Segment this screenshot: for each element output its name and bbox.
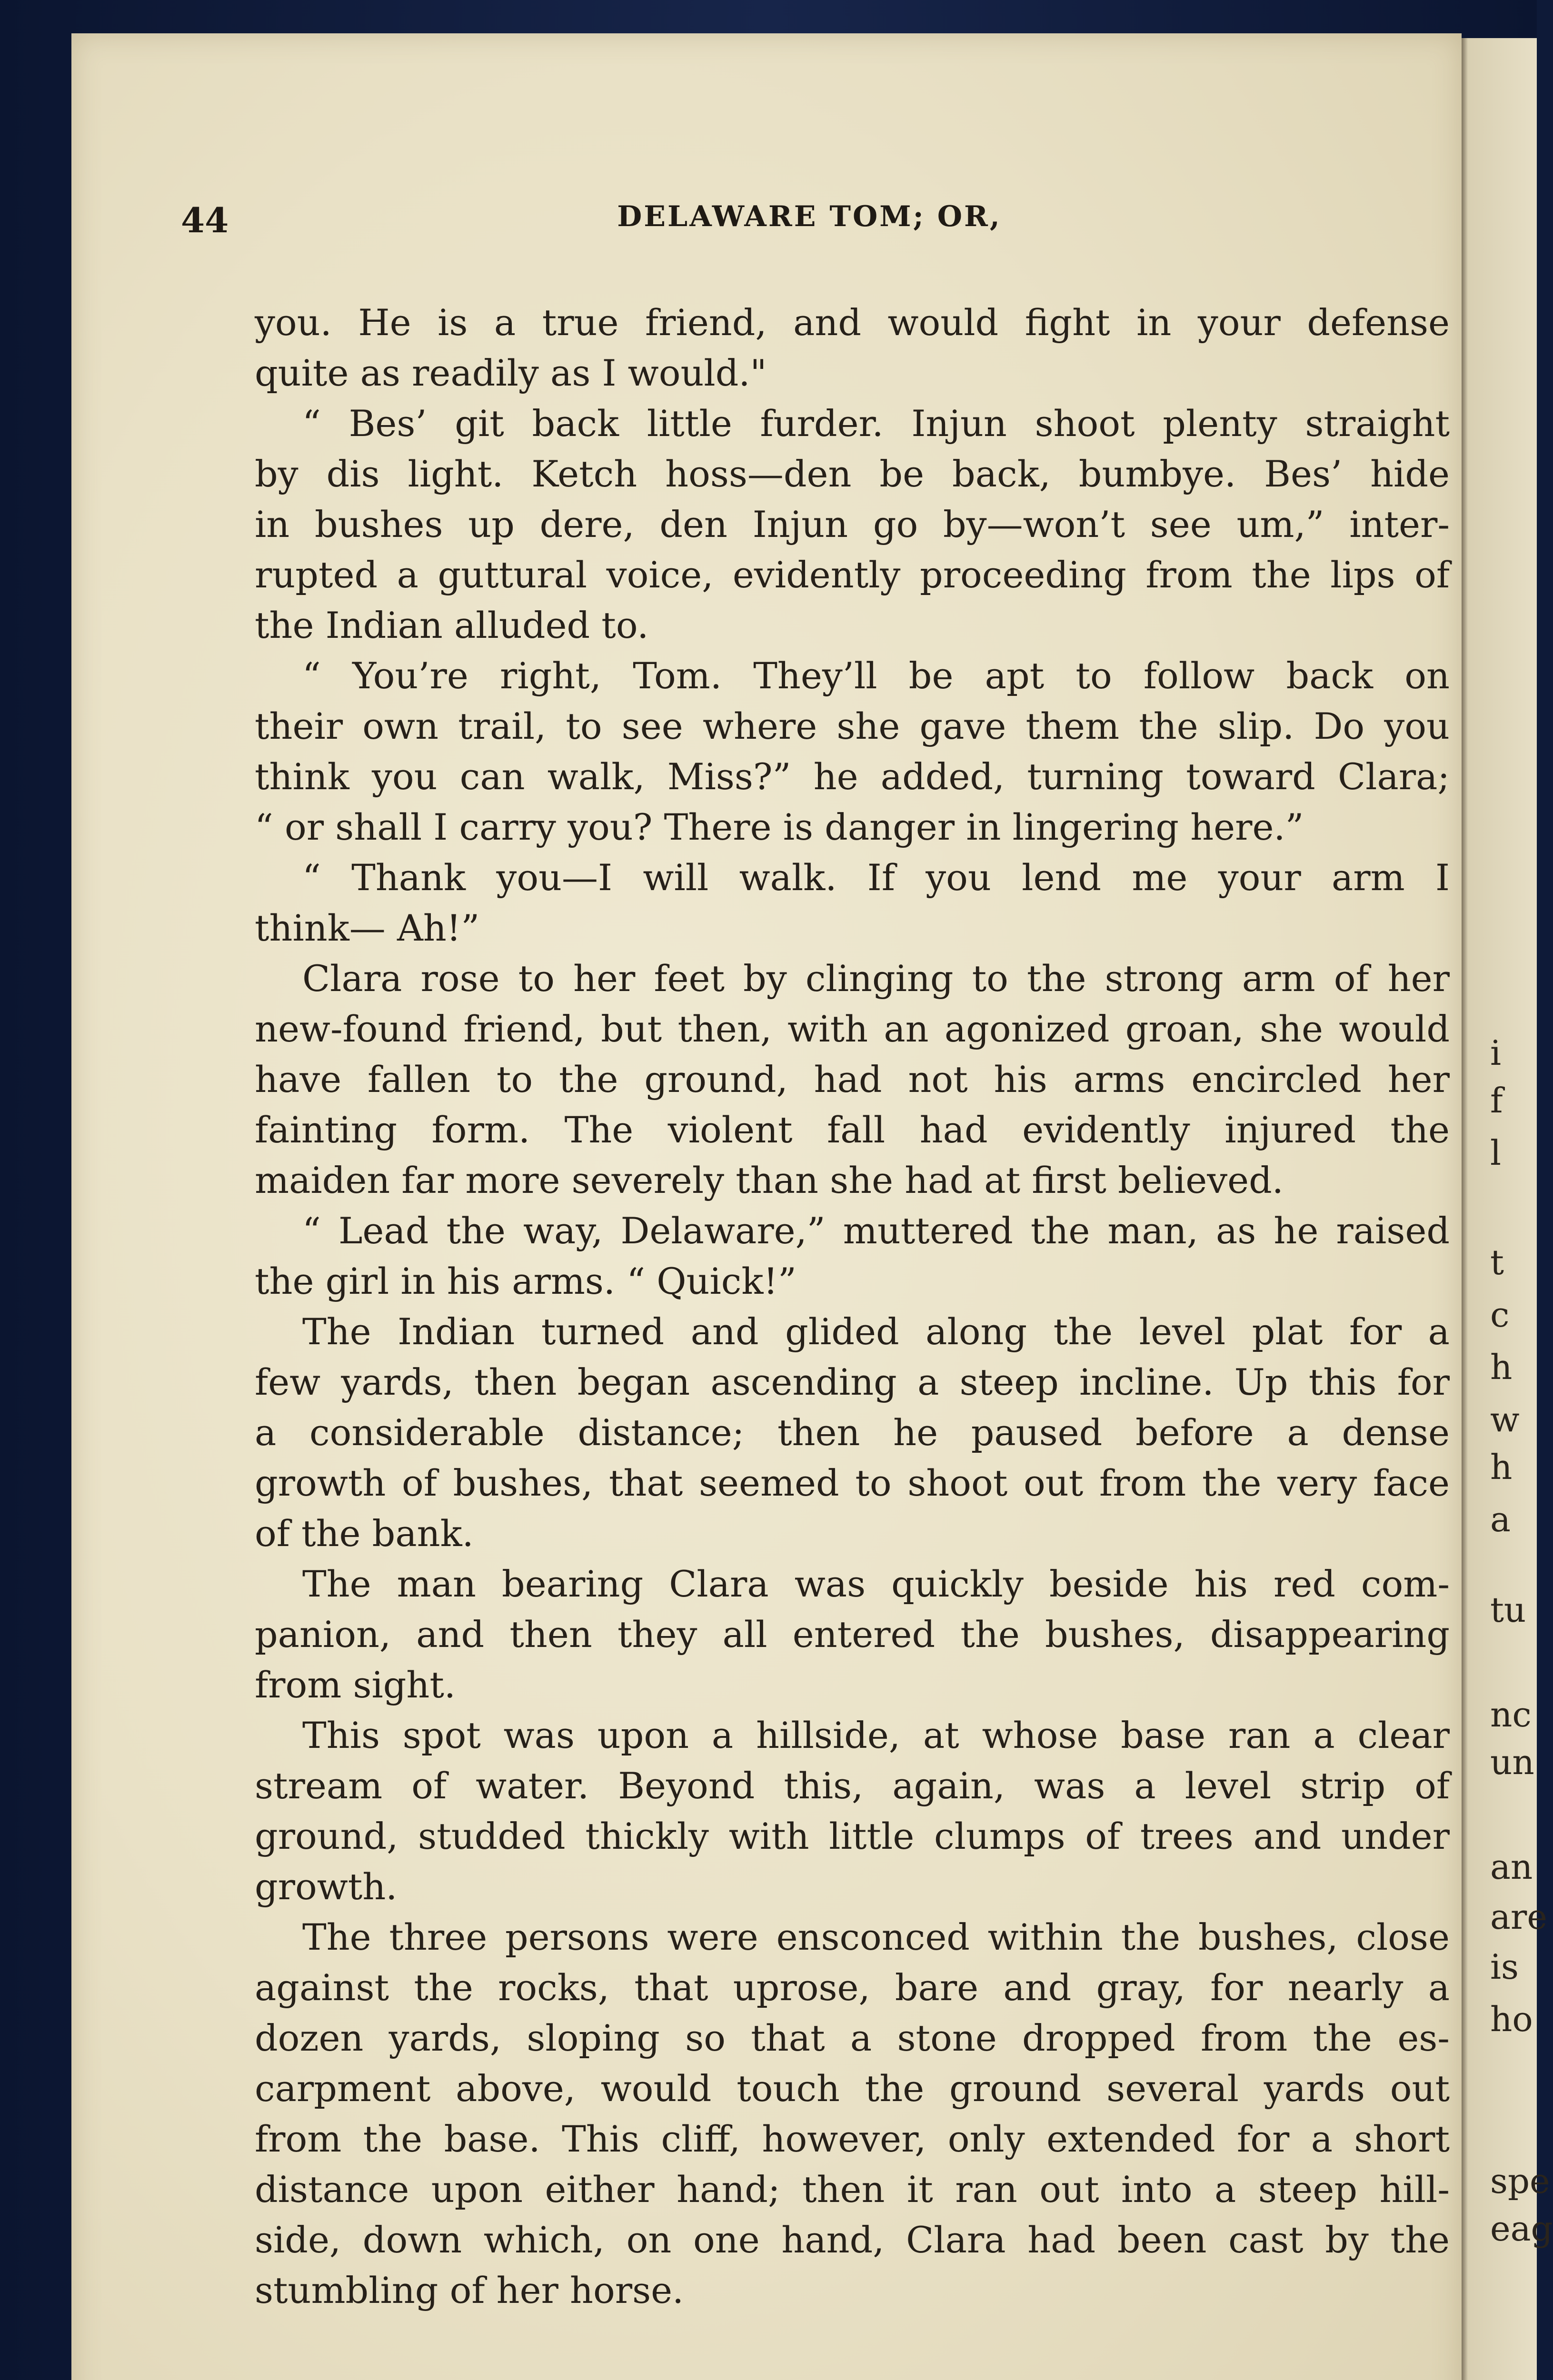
text-line: distance upon either hand; then it ran out into a steep hill- bbox=[255, 2168, 1450, 2211]
next-page-fragment: tu bbox=[1490, 1590, 1526, 1630]
text-line: The three persons were ensconced within the bushes, close bbox=[302, 1916, 1450, 1958]
text-line: of the bank. bbox=[255, 1512, 474, 1555]
text-line: have fallen to the ground, had not his arms encircled her bbox=[255, 1058, 1450, 1101]
text-line: stumbling of her horse. bbox=[255, 2269, 684, 2311]
text-line: This spot was upon a hillside, at whose base ran a clear bbox=[302, 1714, 1450, 1756]
text-line: carpment above, would touch the ground several yards out bbox=[255, 2067, 1450, 2110]
paragraph bbox=[255, 651, 1450, 853]
text-line: against the rocks, that uprose, bare and gray, for nearly a bbox=[255, 1966, 1450, 2009]
text-line: “ or shall I carry you? There is danger in lingering here.” bbox=[255, 806, 1304, 848]
next-page-fragment: un bbox=[1490, 1742, 1534, 1782]
text-line: growth. bbox=[255, 1865, 398, 1908]
text-line: “ You’re right, Tom. They’ll be apt to follow back on bbox=[302, 654, 1450, 697]
text-line: rupted a guttural voice, evidently proceeding from the lips of bbox=[255, 554, 1450, 596]
paragraph bbox=[255, 953, 1450, 1206]
text-line: from sight. bbox=[255, 1664, 456, 1706]
next-page-fragment: eag bbox=[1490, 2209, 1553, 2249]
paragraph bbox=[255, 1559, 1450, 1710]
text-line: The man bearing Clara was quickly beside his red com- bbox=[302, 1563, 1450, 1605]
text-line: by dis light. Ketch hoss—den be back, bumbye. Bes’ hide bbox=[255, 453, 1450, 495]
text-line: The Indian turned and glided along the level plat for a bbox=[302, 1310, 1450, 1353]
paragraph bbox=[255, 1710, 1450, 1912]
next-page-fragment: spe bbox=[1490, 2161, 1550, 2201]
next-page-edge bbox=[1457, 38, 1553, 2380]
next-page-fragment: ho bbox=[1490, 1999, 1533, 2039]
running-title: DELAWARE TOM; OR, bbox=[617, 200, 1002, 233]
next-page-fragment: c bbox=[1490, 1295, 1510, 1335]
paragraph bbox=[255, 1307, 1450, 1559]
text-line: a considerable distance; then he paused before a dense bbox=[255, 1411, 1450, 1454]
paragraph bbox=[255, 398, 1450, 651]
text-line: “ Bes’ git back little furder. Injun shoot plenty straight bbox=[302, 402, 1450, 445]
text-line: from the base. This cliff, however, only extended for a short bbox=[255, 2118, 1450, 2160]
next-page-fragment: an bbox=[1490, 1847, 1533, 1887]
body-text bbox=[255, 298, 1450, 2316]
next-page-fragment: is bbox=[1490, 1947, 1519, 1987]
text-line: Clara rose to her feet by clinging to the strong arm of her bbox=[302, 957, 1450, 1000]
next-page-fragment: t bbox=[1490, 1242, 1504, 1282]
next-page-fragment: h bbox=[1490, 1447, 1513, 1487]
next-page-fragment: are bbox=[1490, 1897, 1547, 1937]
text-line: think you can walk, Miss?” he added, turning toward Clara; bbox=[255, 755, 1450, 798]
text-line: new-found friend, but then, with an agonized groan, she would bbox=[255, 1008, 1450, 1050]
text-line: quite as readily as I would." bbox=[255, 352, 767, 394]
paragraph bbox=[255, 298, 1450, 398]
next-page-fragment: i bbox=[1490, 1033, 1502, 1073]
running-head bbox=[181, 200, 1438, 252]
page-number: 44 bbox=[181, 200, 229, 240]
text-line: ground, studded thickly with little clumps of trees and under bbox=[255, 1815, 1450, 1857]
next-page-fragment: l bbox=[1490, 1133, 1502, 1173]
next-page-fragment: a bbox=[1490, 1499, 1511, 1539]
paragraph bbox=[255, 853, 1450, 953]
next-page-fragment: h bbox=[1490, 1347, 1513, 1387]
text-line: fainting form. The violent fall had evidently injured the bbox=[255, 1109, 1450, 1151]
text-line: the girl in his arms. “ Quick!” bbox=[255, 1260, 796, 1302]
text-line: few yards, then began ascending a steep incline. Up this for bbox=[255, 1361, 1450, 1403]
text-line: “ Thank you—I will walk. If you lend me your arm I bbox=[302, 856, 1450, 899]
text-line: you. He is a true friend, and would fight in your defense bbox=[255, 301, 1450, 344]
next-page-fragment: f bbox=[1490, 1081, 1503, 1121]
text-line: their own trail, to see where she gave them the slip. Do you bbox=[255, 705, 1450, 747]
paragraph bbox=[255, 1206, 1450, 1307]
text-line: maiden far more severely than she had at first believed. bbox=[255, 1159, 1284, 1201]
text-line: in bushes up dere, den Injun go by—won’t see um,” inter- bbox=[255, 503, 1450, 545]
text-line: think— Ah!” bbox=[255, 907, 480, 949]
text-line: side, down which, on one hand, Clara had been cast by the bbox=[255, 2219, 1450, 2261]
text-line: dozen yards, sloping so that a stone dropped from the es- bbox=[255, 2017, 1450, 2059]
text-line: panion, and then they all entered the bushes, disappearing bbox=[255, 1613, 1450, 1656]
text-line: stream of water. Beyond this, again, was a level strip of bbox=[255, 1765, 1450, 1807]
paragraph bbox=[255, 1912, 1450, 2316]
text-line: the Indian alluded to. bbox=[255, 604, 649, 646]
next-page-fragment: w bbox=[1490, 1399, 1520, 1439]
text-line: “ Lead the way, Delaware,” muttered the man, as he raised bbox=[302, 1210, 1450, 1252]
next-page-fragment: nc bbox=[1490, 1695, 1532, 1735]
text-line: growth of bushes, that seemed to shoot out from the very face bbox=[255, 1462, 1450, 1504]
